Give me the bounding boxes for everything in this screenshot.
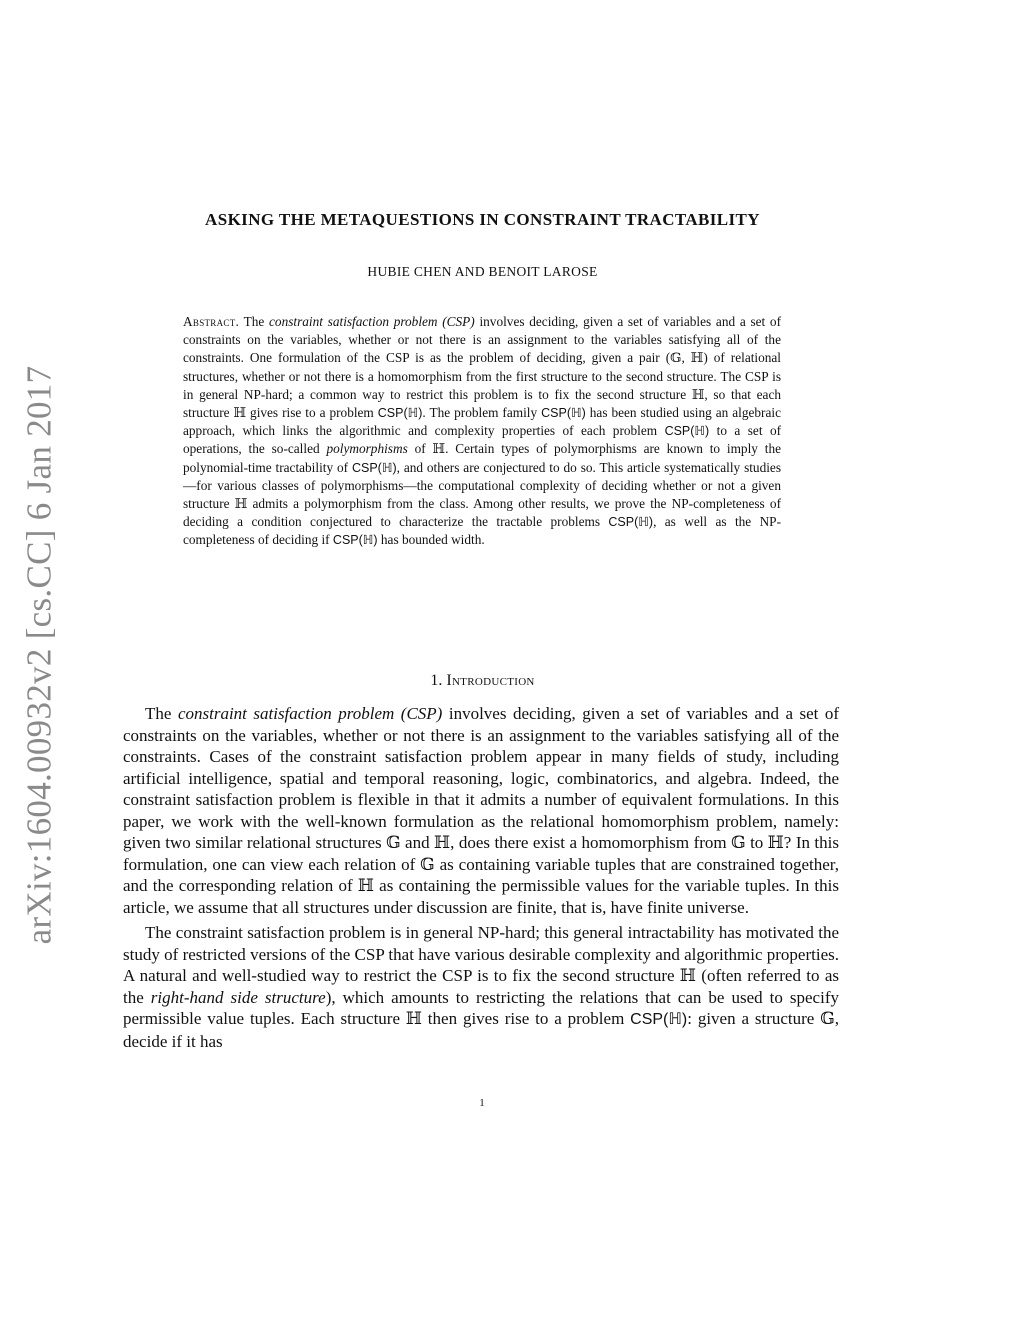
csp-h-notation: CSP(ℍ) bbox=[541, 406, 586, 421]
abstract-text: , and others are conjectured to do so. This article systematically studies—for various classes of polymorphisms—the computational complexity of deciding whether or not a given structure ℍ admits a polymorphism from the class. Among other results, we prove the NP-completeness of deciding a condition conjectured to characterize the tractable problems bbox=[183, 459, 782, 530]
abstract-label: Abstract. bbox=[183, 314, 240, 329]
abstract-text: , as well as the NP-completeness of deciding if bbox=[183, 514, 781, 548]
abstract-text: has been studied using an algebraic approach, which links the algorithmic and complexity properties of each problem bbox=[183, 405, 781, 439]
introduction-body bbox=[123, 703, 839, 1056]
csp-h-notation: CSP(ℍ) bbox=[351, 460, 397, 475]
csp-h-notation: CSP(ℍ) bbox=[608, 515, 654, 530]
csp-h-notation: CSP(ℍ) bbox=[377, 406, 423, 421]
intro-paragraph-2 bbox=[123, 922, 839, 1052]
paragraph-text: The constraint satisfaction problem is in general NP-hard; this general intractability has motivated the study of restricted versions of the CSP that have various desirable complexity and algorithmic properties. A natural and well-studied way to restrict the CSP is to fix the second structure ℍ (often referred to as the bbox=[123, 923, 839, 1007]
section-title: Introduction bbox=[446, 672, 535, 689]
page-number: 1 bbox=[479, 1097, 485, 1109]
abstract-text: involves deciding, given a set of variables and a set of constraints on the variables, whether or not there is an assignment to the variables satisfying all of the constraints. One formulation of the CSP is as the problem of deciding, given a pair (𝔾, ℍ) of relational structures, whether or not there is a homomorphism from the first structure to the second structure. The CSP is in general NP-hard; a common way to restrict this problem is to fix the second structure ℍ, so that each structure ℍ gives rise to a problem bbox=[183, 314, 781, 421]
arxiv-identifier-stamp bbox=[14, 365, 64, 945]
csp-h-notation: CSP(ℍ) bbox=[664, 424, 710, 439]
paragraph-text: involves deciding, given a set of variables and a set of constraints on the variables, whether or not there is an assignment to the variables satisfying all of the constraints. Cases of the constraint satisfaction problem appear in many fields of study, including artificial intelligence, spatial and temporal reasoning, logic, combinatorics, and algebra. Indeed, the constraint satisfaction problem is flexible in that it admits a number of equivalent formulations. In this paper, we work with the well-known formulation as the relational homomorphism problem, namely: given two similar relational structures 𝔾 and ℍ, does there exist a homomorphism from 𝔾 to ℍ? In this formulation, one can view each relation of 𝔾 as containing variable tuples that are constrained together, and the corresponding relation of ℍ as containing the permissible values for the variable tuples. In this article, we assume that all structures under discussion are finite, that is, have finite universe. bbox=[123, 704, 840, 917]
intro-term-csp: constraint satisfaction problem (CSP) bbox=[177, 704, 443, 723]
paragraph-text: : given a structure 𝔾, decide if it has bbox=[123, 1009, 839, 1051]
intro-paragraph-1 bbox=[123, 703, 839, 918]
csp-h-notation: CSP(ℍ) bbox=[332, 533, 378, 548]
intro-term-rhs-structure: right-hand side structure bbox=[150, 987, 326, 1007]
abstract-text: to a set of operations, the so-called bbox=[183, 423, 782, 457]
paragraph-text: ), which amounts to restricting the relations that can be used to specify permissible value tuples. Each structure ℍ then gives rise to a problem bbox=[123, 987, 839, 1028]
abstract-text: The bbox=[243, 314, 265, 329]
abstract-text: . The problem family bbox=[422, 405, 538, 421]
section-number: 1. bbox=[430, 672, 443, 689]
abstract-text: has bounded width. bbox=[380, 532, 485, 548]
arxiv-identifier-text: arXiv:1604.00932v2 [cs.CC] 6 Jan 2017 bbox=[19, 365, 59, 945]
abstract-text: of ℍ. Certain types of polymorphisms are known to imply the polynomial-time tractability of bbox=[183, 441, 782, 475]
csp-h-notation: CSP(ℍ) bbox=[630, 1011, 688, 1028]
abstract-term-polymorphisms: polymorphisms bbox=[326, 441, 408, 457]
paper-authors: HUBIE CHEN AND BENOIT LAROSE bbox=[367, 264, 598, 279]
section-heading-introduction bbox=[120, 672, 845, 690]
paper-title: ASKING THE METAQUESTIONS IN CONSTRAINT TRACTABILITY bbox=[205, 210, 760, 229]
abstract bbox=[183, 313, 781, 550]
abstract-term-csp: constraint satisfaction problem (CSP) bbox=[269, 314, 475, 329]
paragraph-text: The bbox=[145, 704, 172, 723]
